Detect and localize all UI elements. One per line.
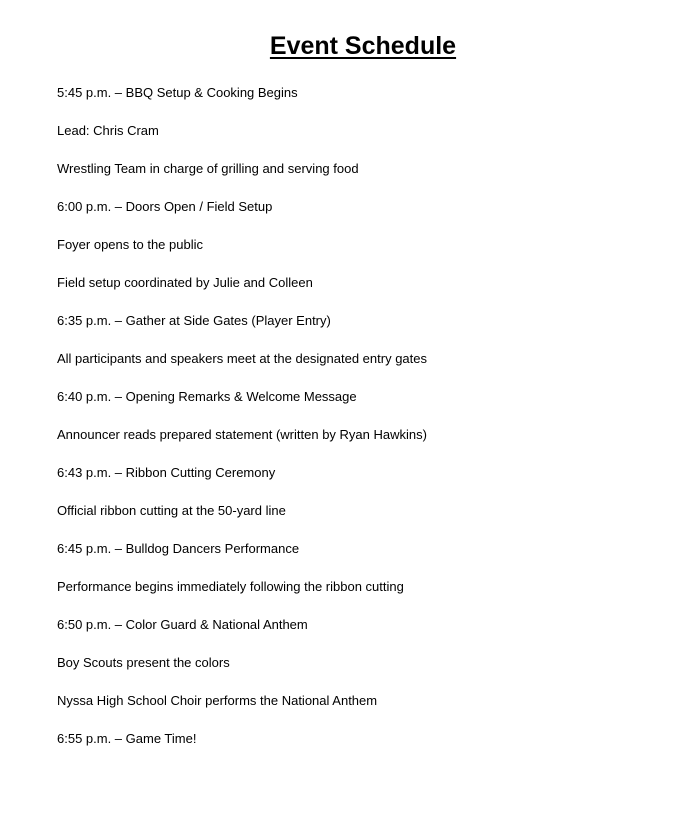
schedule-line: Boy Scouts present the colors xyxy=(57,655,230,670)
schedule-line: 6:40 p.m. – Opening Remarks & Welcome Message xyxy=(57,389,357,404)
schedule-line: Lead: Chris Cram xyxy=(57,123,159,138)
page-title: Event Schedule xyxy=(269,32,457,60)
schedule-line: Field setup coordinated by Julie and Colleen xyxy=(57,275,313,290)
schedule-list xyxy=(57,84,427,768)
schedule-line: 6:43 p.m. – Ribbon Cutting Ceremony xyxy=(57,465,276,480)
schedule-line: 6:50 p.m. – Color Guard & National Anthem xyxy=(57,617,308,632)
schedule-line: Performance begins immediately following the ribbon cutting xyxy=(57,579,404,594)
schedule-line: Nyssa High School Choir performs the National Anthem xyxy=(57,693,378,708)
schedule-line: 6:45 p.m. – Bulldog Dancers Performance xyxy=(57,541,300,556)
schedule-line: 6:00 p.m. – Doors Open / Field Setup xyxy=(57,199,273,214)
schedule-line: Wrestling Team in charge of grilling and serving food xyxy=(57,161,359,176)
schedule-line: Announcer reads prepared statement (written by Ryan Hawkins) xyxy=(57,427,427,442)
schedule-line: Official ribbon cutting at the 50-yard line xyxy=(57,503,286,518)
schedule-line: 5:45 p.m. – BBQ Setup & Cooking Begins xyxy=(57,85,298,100)
schedule-line: 6:35 p.m. – Gather at Side Gates (Player Entry) xyxy=(57,313,331,328)
schedule-line: Foyer opens to the public xyxy=(57,237,203,252)
schedule-line: 6:55 p.m. – Game Time! xyxy=(57,731,197,746)
schedule-line: All participants and speakers meet at the designated entry gates xyxy=(57,351,427,366)
